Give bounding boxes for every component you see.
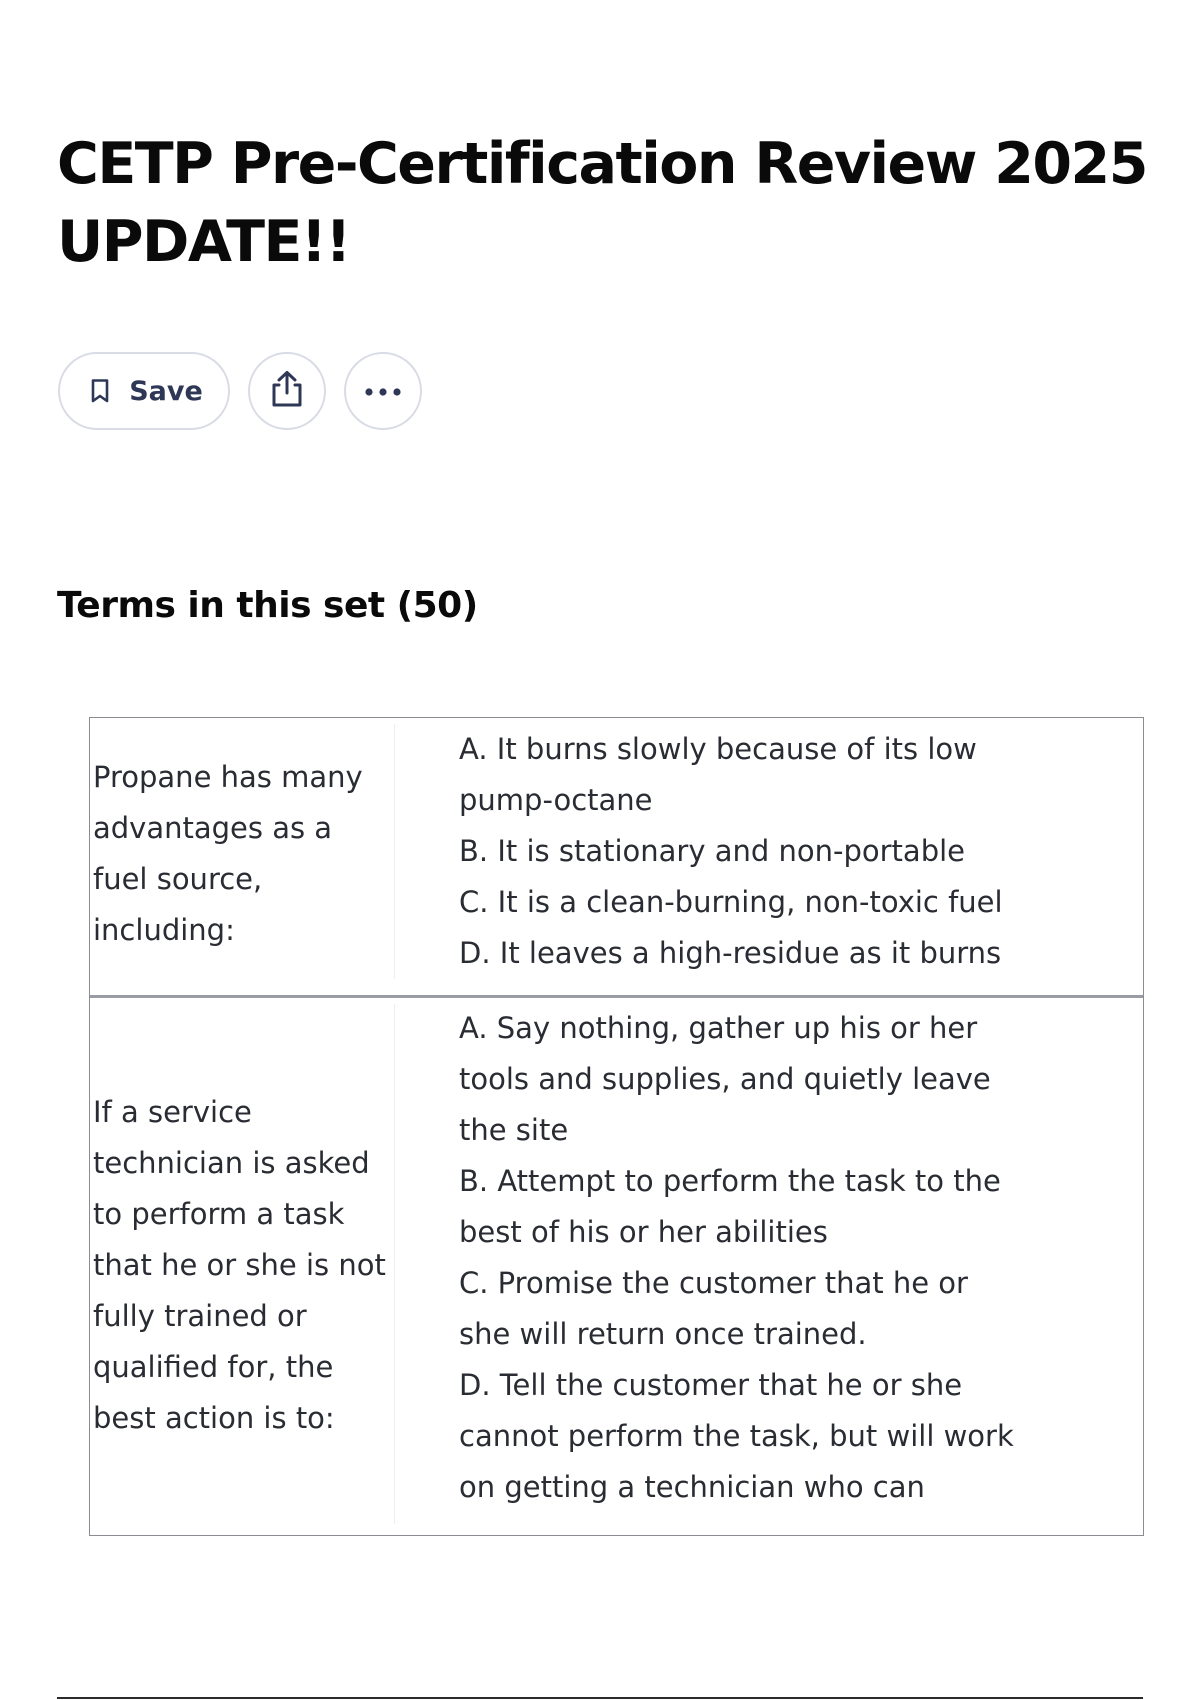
answer-option-c: C. It is a clean-burning, non-toxic fuel	[459, 885, 1003, 919]
answer-option-b: B. It is stationary and non-portable	[459, 834, 965, 868]
term-definition	[395, 718, 1143, 995]
save-button[interactable]	[58, 352, 230, 430]
more-options-button[interactable]	[344, 352, 422, 430]
answer-option-a: A. Say nothing, gather up his or her tools and supplies, and quietly leave the site	[459, 1011, 991, 1147]
share-icon	[269, 370, 305, 412]
term-card	[90, 995, 1143, 1535]
more-horizontal-icon	[364, 382, 402, 401]
set-actions-toolbar	[58, 352, 422, 430]
answer-option-c: C. Promise the customer that he or she will return once trained.	[459, 1266, 968, 1351]
term-text: Propane has many advantages as a fuel source, including:	[90, 724, 395, 979]
terms-heading: Terms in this set (50)	[57, 585, 478, 626]
terms-table	[89, 717, 1144, 1536]
save-button-label: Save	[129, 375, 203, 407]
page-title: CETP Pre-Certification Review 2025 UPDATE!!	[57, 131, 1147, 275]
answer-option-b: B. Attempt to perform the task to the best of his or her abilities	[459, 1164, 1001, 1249]
term-text: If a service technician is asked to perform a task that he or she is not fully trained or qualified for, the best action is to:	[90, 1004, 395, 1524]
share-button[interactable]	[248, 352, 326, 430]
term-card	[90, 718, 1143, 995]
answer-option-d: D. It leaves a high-residue as it burns	[459, 936, 1002, 970]
term-definition	[395, 998, 1143, 1535]
page-divider	[57, 1697, 1143, 1699]
answer-option-d: D. Tell the customer that he or she cannot perform the task, but will work on getting a technician who can	[459, 1368, 1014, 1504]
answer-option-a: A. It burns slowly because of its low pump-octane	[459, 732, 977, 817]
bookmark-icon	[89, 378, 111, 404]
